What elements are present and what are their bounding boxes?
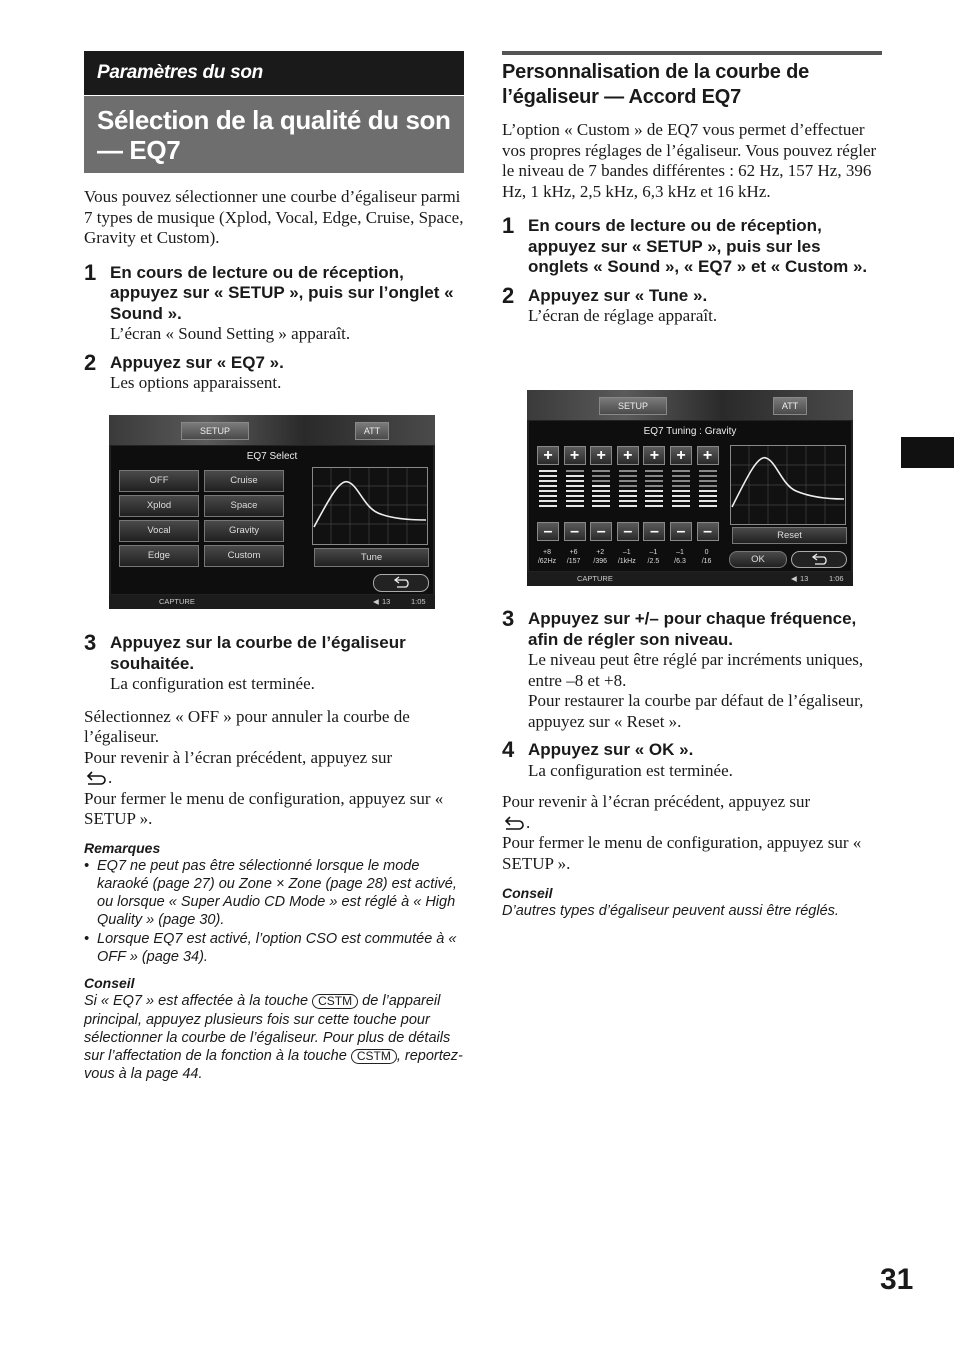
band-level-bar bbox=[566, 490, 584, 492]
band-level-bar bbox=[699, 505, 717, 507]
step-result: La configuration est terminée. bbox=[528, 760, 733, 780]
band-level-bar bbox=[699, 475, 717, 477]
step-instruction: Appuyez sur la courbe de l’égaliseur souhaitée. bbox=[110, 633, 406, 673]
eq7-tuning-screen bbox=[527, 390, 853, 586]
band-level-bar bbox=[619, 500, 637, 502]
section-label-bar bbox=[84, 51, 464, 95]
band-minus-button[interactable]: – bbox=[617, 522, 639, 541]
section-title-box bbox=[84, 96, 464, 173]
back-button[interactable] bbox=[791, 551, 847, 568]
tip-text bbox=[84, 992, 464, 1083]
page-number: 31 bbox=[880, 1263, 914, 1296]
setup-button[interactable]: SETUP bbox=[181, 422, 249, 440]
band-level-bar bbox=[645, 495, 663, 497]
band-level-bar bbox=[672, 475, 690, 477]
band-level-bar bbox=[645, 505, 663, 507]
left-column-lower bbox=[84, 630, 464, 1084]
band-level-bar bbox=[645, 490, 663, 492]
page-title: Sélection de la qualité du son — EQ7 bbox=[97, 105, 451, 165]
clock: 1:05 bbox=[411, 597, 426, 606]
band-frequency: /62Hz bbox=[537, 558, 557, 565]
band-level-bar bbox=[619, 490, 637, 492]
band-level-bar bbox=[672, 505, 690, 507]
step-4 bbox=[502, 737, 882, 781]
band-frequency: /2.5 bbox=[647, 558, 660, 565]
band-level-bar bbox=[645, 485, 663, 487]
band-plus-button[interactable]: + bbox=[617, 446, 639, 465]
remarks-heading: Remarques bbox=[84, 839, 161, 856]
step-instruction: En cours de lecture ou de réception, appuyez sur « SETUP », puis sur les onglets « Sound », « EQ7 » et « Custom ». bbox=[528, 216, 868, 276]
cstm-key: CSTM bbox=[312, 994, 358, 1009]
back-icon bbox=[502, 815, 526, 831]
band-minus-button[interactable]: – bbox=[590, 522, 612, 541]
band-level-bar bbox=[566, 475, 584, 477]
step-result: L’écran de réglage apparaît. bbox=[528, 306, 718, 325]
eq-option-xplod[interactable]: Xplod bbox=[119, 495, 199, 517]
eq-option-vocal[interactable]: Vocal bbox=[119, 520, 199, 542]
chapter-tab-marker bbox=[901, 437, 954, 468]
volume-level: 13 bbox=[800, 574, 809, 583]
step-instruction: Appuyez sur +/– pour chaque fréquence, afin de régler son niveau. bbox=[528, 609, 857, 649]
step-number: 2 bbox=[84, 349, 97, 375]
back-paragraph: Pour revenir à l’écran précédent, appuyez sur . bbox=[502, 792, 811, 832]
eq-option-space[interactable]: Space bbox=[204, 495, 284, 517]
band-frequency: /157 bbox=[566, 558, 581, 565]
band-value: +8 bbox=[543, 549, 551, 556]
step-number: 3 bbox=[84, 630, 97, 655]
step-instruction: Appuyez sur « OK ». bbox=[528, 740, 694, 759]
band-level-bar bbox=[645, 500, 663, 502]
step-instruction: Appuyez sur « Tune ». bbox=[528, 285, 708, 305]
tip-heading: Conseil bbox=[84, 975, 135, 992]
band-level-bar bbox=[566, 470, 584, 472]
band-plus-button[interactable]: + bbox=[670, 446, 692, 465]
band-level-bar bbox=[645, 480, 663, 482]
eq-curve-graph bbox=[312, 467, 428, 545]
band-level-bar bbox=[619, 495, 637, 497]
band-level-bar bbox=[699, 490, 717, 492]
band-level-bar bbox=[699, 470, 717, 472]
band-value: +6 bbox=[569, 549, 578, 556]
screen-title: EQ7 Tuning : Gravity bbox=[643, 426, 737, 437]
band-level-bar bbox=[566, 495, 584, 497]
band-frequency: /396 bbox=[593, 558, 607, 565]
eq-curve-graph bbox=[730, 445, 846, 525]
band-level-bar bbox=[566, 505, 584, 507]
band-level-bar bbox=[539, 505, 557, 507]
band-level-bar bbox=[619, 480, 637, 482]
band-level-bar bbox=[699, 480, 717, 482]
band-plus-button[interactable]: + bbox=[643, 446, 665, 465]
band-level-bar bbox=[592, 490, 610, 492]
close-paragraph: Pour fermer le menu de configuration, appuyez sur « SETUP ». bbox=[84, 788, 444, 828]
back-paragraph: Pour revenir à l’écran précédent, appuyez sur . bbox=[84, 747, 393, 787]
band-frequency: /1kHz bbox=[617, 558, 636, 565]
step-instruction: Appuyez sur « EQ7 ». bbox=[110, 352, 284, 372]
band-minus-button[interactable]: – bbox=[697, 522, 719, 541]
band-level-bar bbox=[592, 480, 610, 482]
heading-rule bbox=[502, 51, 882, 55]
eq-option-off[interactable]: OFF bbox=[119, 470, 199, 492]
left-column bbox=[84, 51, 464, 394]
tip-text-middle: de l’appareil principal, appuyez plusieurs fois sur cette touche pour sélectionner la courbe de l’égaliseur. Pour plus de détails sur l’affectation de la fonction à la touche bbox=[84, 993, 451, 1065]
tip-text-end: , reportez-vous à la page 44. bbox=[84, 1048, 463, 1083]
band-minus-button[interactable]: – bbox=[643, 522, 665, 541]
band-level-bar bbox=[672, 490, 690, 492]
att-button[interactable]: ATT bbox=[355, 422, 389, 440]
band-plus-button[interactable]: + bbox=[537, 446, 559, 465]
remark-item: • Lorsque EQ7 est activé, l’option CSO est commutée à « OFF » (page 34). bbox=[84, 930, 464, 967]
volume-icon: ◀ bbox=[791, 574, 797, 583]
band-value: 0 bbox=[704, 549, 709, 556]
back-text: Pour revenir à l’écran précédent, appuyez sur bbox=[84, 747, 393, 767]
step-result: La configuration est terminée. bbox=[110, 674, 315, 693]
tip-text-start: Si « EQ7 » est affectée à la touche bbox=[84, 993, 309, 1010]
band-level-bar bbox=[619, 485, 637, 487]
tip-text: D’autres types d’égaliseur peuvent aussi être réglés. bbox=[502, 903, 839, 919]
step-result: Le niveau peut être réglé par incréments uniques, entre –8 et +8. bbox=[528, 650, 864, 690]
band-level-bar bbox=[699, 495, 717, 497]
intro-text: L’option « Custom » de EQ7 vous permet d’effectuer vos propres réglages de l’égaliseur. Vous pouvez régler le niveau de 7 bandes différentes : 62 Hz, 157 Hz, 396 Hz, 1 kHz, 2,5 kHz, 6,3 kHz et 16 kHz. bbox=[502, 120, 877, 201]
volume-level: 13 bbox=[382, 597, 391, 606]
band-level-bar bbox=[672, 480, 690, 482]
step-1 bbox=[502, 213, 882, 278]
screen-main-area bbox=[529, 421, 851, 571]
band-level-bar bbox=[566, 480, 584, 482]
off-paragraph: Sélectionnez « OFF » pour annuler la courbe de l’égaliseur. bbox=[84, 706, 410, 746]
step-number: 1 bbox=[502, 213, 515, 238]
band-minus-button[interactable]: – bbox=[564, 522, 586, 541]
band-frequency: /16 bbox=[701, 558, 712, 565]
setup-button[interactable]: SETUP bbox=[599, 397, 667, 415]
band-value: +2 bbox=[596, 549, 605, 556]
step-result: Les options apparaissent. bbox=[110, 373, 282, 392]
section-label: Paramètres du son bbox=[97, 62, 263, 83]
band-level-bar bbox=[592, 475, 610, 477]
cstm-key: CSTM bbox=[351, 1049, 397, 1064]
step-3 bbox=[84, 630, 464, 695]
step-number: 2 bbox=[502, 282, 515, 308]
step-number: 4 bbox=[502, 737, 515, 762]
band-level-bar bbox=[566, 485, 584, 487]
band-level-bar bbox=[645, 475, 663, 477]
step-1 bbox=[84, 259, 464, 345]
back-icon bbox=[84, 770, 108, 786]
band-level-bar bbox=[592, 485, 610, 487]
att-button[interactable]: ATT bbox=[773, 397, 807, 415]
eq-option-custom[interactable]: Custom bbox=[204, 545, 284, 567]
step-number: 3 bbox=[502, 606, 515, 631]
band-level-bar bbox=[539, 480, 557, 482]
band-value: –1 bbox=[649, 549, 658, 556]
band-level-bar bbox=[539, 495, 557, 497]
band-level-bar bbox=[645, 470, 663, 472]
tip-heading: Conseil bbox=[502, 885, 553, 901]
remark-item: • EQ7 ne peut pas être sélectionné lorsque le mode karaoké (page 27) ou Zone × Zone (page 28) est activé, ou lorsque « Super Audio CD Mode » est réglé à « High Quality » (page 30). bbox=[84, 857, 464, 930]
intro-text: Vous pouvez sélectionner une courbe d’égaliseur parmi 7 types de musique (Xplod, Vocal, Edge, Cruise, Space, Gravity et Custom). bbox=[84, 187, 464, 247]
step-number: 1 bbox=[84, 259, 97, 285]
capture-label: CAPTURE bbox=[159, 597, 195, 606]
eq-option-cruise[interactable]: Cruise bbox=[204, 470, 284, 492]
eq7-select-screen bbox=[109, 415, 435, 609]
band-frequency: /6.3 bbox=[674, 558, 686, 565]
band-level-bar bbox=[539, 485, 557, 487]
step-2 bbox=[502, 282, 882, 327]
band-minus-button[interactable]: – bbox=[537, 522, 559, 541]
volume-icon: ◀ bbox=[373, 597, 379, 606]
step-instruction: En cours de lecture ou de réception, appuyez sur « SETUP », puis sur l’onglet « Sound ». bbox=[110, 262, 454, 323]
band-value: –1 bbox=[622, 549, 631, 556]
back-text: Pour revenir à l’écran précédent, appuyez sur bbox=[502, 792, 811, 811]
ok-button[interactable]: OK bbox=[729, 551, 787, 568]
step-result-extra: Pour restaurer la courbe par défaut de l’égaliseur, appuyez sur « Reset ». bbox=[528, 691, 864, 731]
band-level-bar bbox=[672, 485, 690, 487]
screen-status-bar bbox=[109, 595, 435, 609]
clock: 1:06 bbox=[829, 574, 844, 583]
band-plus-button[interactable]: + bbox=[564, 446, 586, 465]
eq-option-gravity[interactable]: Gravity bbox=[204, 520, 284, 542]
band-level-bar bbox=[592, 500, 610, 502]
band-level-bar bbox=[619, 475, 637, 477]
right-column-lower bbox=[502, 606, 882, 920]
band-level-bar bbox=[672, 470, 690, 472]
band-level-bar bbox=[592, 495, 610, 497]
right-column bbox=[502, 51, 882, 327]
step-2 bbox=[84, 349, 464, 394]
step-result: L’écran « Sound Setting » apparaît. bbox=[110, 324, 351, 343]
band-level-bar bbox=[592, 470, 610, 472]
band-minus-button[interactable]: – bbox=[670, 522, 692, 541]
section-heading: Personnalisation de la courbe de l’égaliseur — Accord EQ7 bbox=[502, 61, 810, 108]
band-level-bar bbox=[539, 470, 557, 472]
band-level-bar bbox=[672, 495, 690, 497]
band-level-bar bbox=[539, 500, 557, 502]
screen-status-bar bbox=[527, 572, 853, 586]
band-value: –1 bbox=[676, 549, 684, 556]
band-level-bar bbox=[672, 500, 690, 502]
tune-button[interactable]: Tune bbox=[314, 548, 429, 567]
band-plus-button[interactable]: + bbox=[697, 446, 719, 465]
step-3 bbox=[502, 606, 882, 732]
reset-button[interactable]: Reset bbox=[732, 527, 847, 544]
close-paragraph: Pour fermer le menu de configuration, appuyez sur « SETUP ». bbox=[502, 833, 862, 873]
band-level-bar bbox=[619, 505, 637, 507]
band-level-bar bbox=[699, 500, 717, 502]
band-level-bar bbox=[539, 475, 557, 477]
back-button[interactable] bbox=[373, 574, 429, 592]
band-level-bar bbox=[699, 485, 717, 487]
band-plus-button[interactable]: + bbox=[590, 446, 612, 465]
screen-main-area bbox=[111, 446, 433, 594]
band-level-bar bbox=[539, 490, 557, 492]
eq-option-edge[interactable]: Edge bbox=[119, 545, 199, 567]
band-level-bar bbox=[619, 470, 637, 472]
band-level-bar bbox=[566, 500, 584, 502]
capture-label: CAPTURE bbox=[577, 574, 613, 583]
band-level-bar bbox=[592, 505, 610, 507]
screen-title: EQ7 Select bbox=[246, 451, 298, 462]
